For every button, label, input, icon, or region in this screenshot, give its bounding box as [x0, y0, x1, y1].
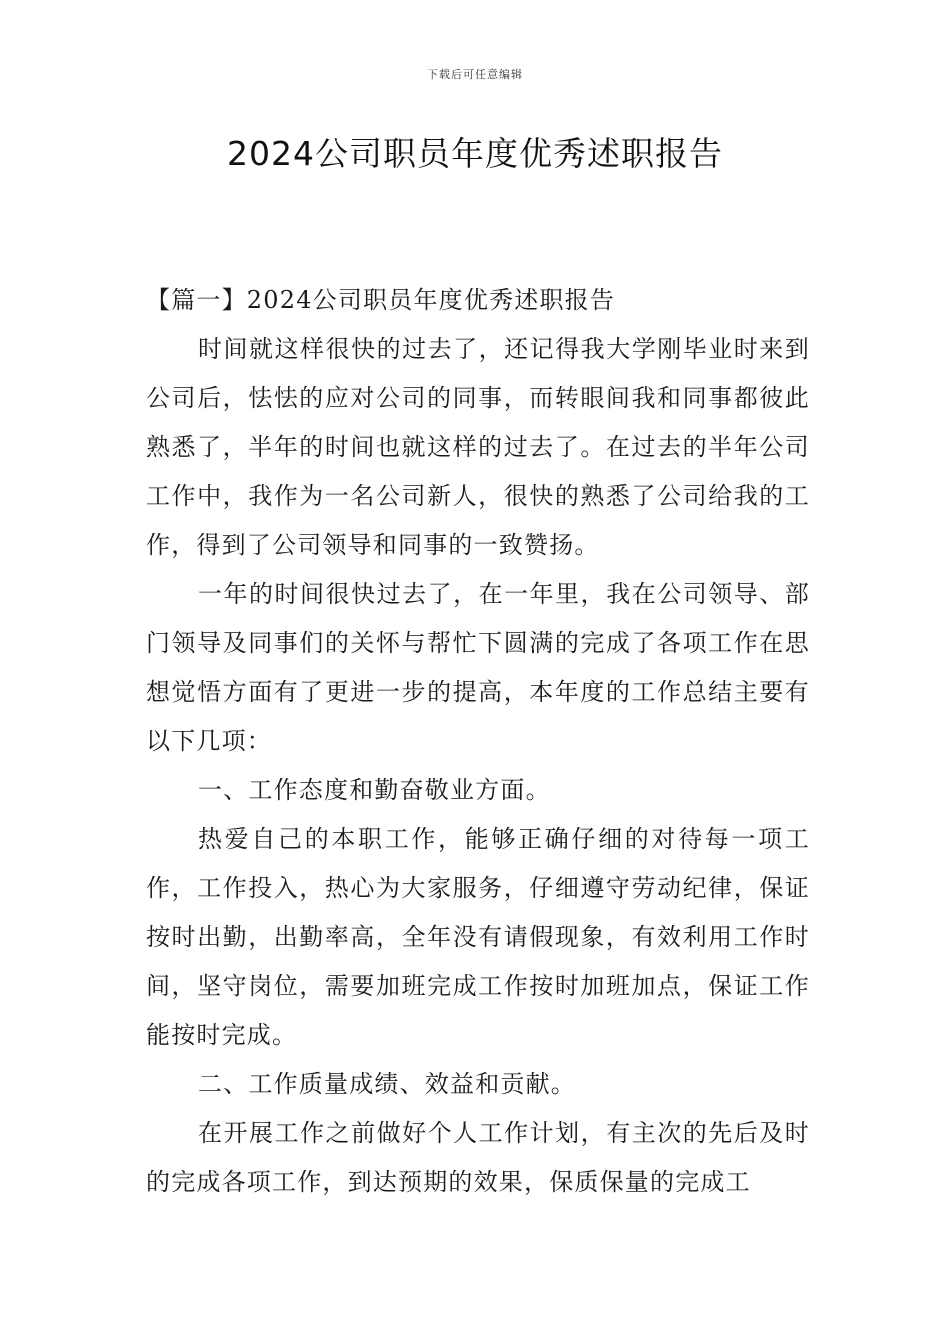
- header-note: 下载后可任意编辑: [427, 68, 523, 81]
- document-title: 2024公司职员年度优秀述职报告: [227, 134, 723, 173]
- paragraph: 热爱自己的本职工作，能够正确仔细的对待每一项工作，工作投入，热心为大家服务，仔细遵守劳动纪律，保证按时出勤，出勤率高，全年没有请假现象，有效利用工作时间，坚守岗位，需要加班完成工作按时加班加点，保证工作能按时完成。: [146, 825, 810, 1049]
- section-heading: 【篇一】2024公司职员年度优秀述职报告: [146, 286, 616, 314]
- document-body: [146, 276, 810, 1207]
- paragraph: 一年的时间很快过去了，在一年里，我在公司领导、部门领导及同事们的关怀与帮忙下圆满的完成了各项工作在思想觉悟方面有了更进一步的提高，本年度的工作总结主要有以下几项：: [146, 580, 810, 755]
- paragraph: 时间就这样很快的过去了，还记得我大学刚毕业时来到公司后，怯怯的应对公司的同事，而转眼间我和同事都彼此熟悉了，半年的时间也就这样的过去了。在过去的半年公司工作中，我作为一名公司新人，很快的熟悉了公司给我的工作，得到了公司领导和同事的一致赞扬。: [146, 335, 810, 559]
- subheading: 一、工作态度和勤奋敬业方面。: [198, 776, 551, 804]
- subheading: 二、工作质量成绩、效益和贡献。: [198, 1070, 576, 1098]
- paragraph: 在开展工作之前做好个人工作计划，有主次的先后及时的完成各项工作，到达预期的效果，保质保量的完成工: [146, 1119, 810, 1196]
